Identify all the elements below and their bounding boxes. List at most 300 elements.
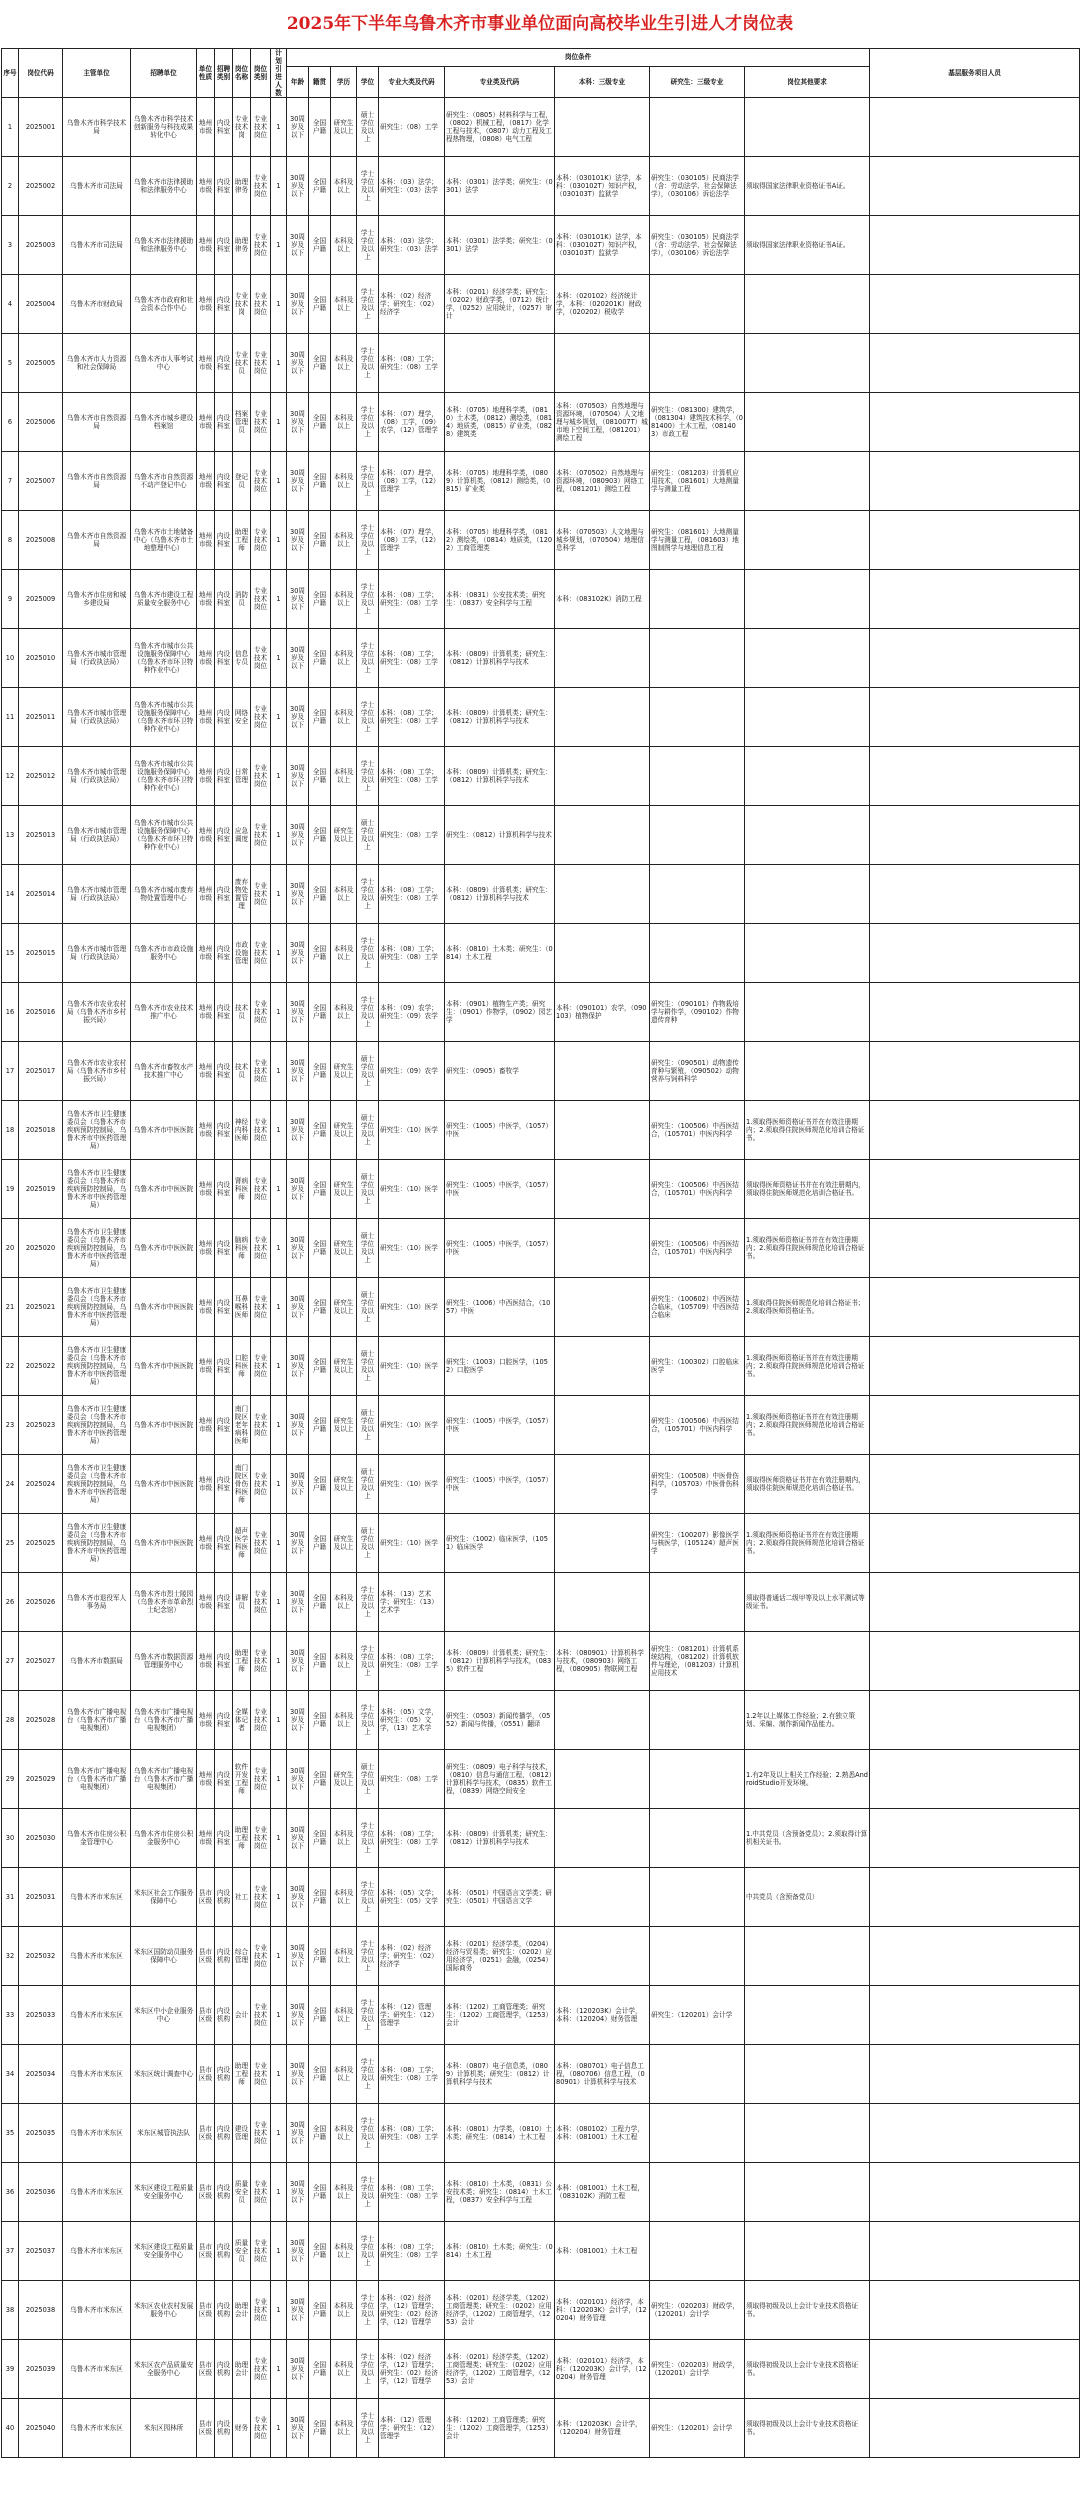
cell-dept: 乌鲁木齐市卫生健康委员会（乌鲁木齐市疾病预防控制局，乌鲁木齐市中医药管理局） [63,1514,131,1573]
cell-other: 1.须取得住院医师规范化培训合格证书；2.须取得医师资格证书。 [745,1278,870,1337]
header-edu: 学历 [331,66,357,98]
cell-code: 2025004 [19,275,63,334]
cell-post-name: 废弃物处置管理 [233,865,251,924]
cell-age: 30周岁及以下 [287,452,309,511]
cell-hukou: 全国户籍 [309,1278,331,1337]
cell-count: 1 [271,1809,287,1868]
cell-major-code: 本科：（08）工学；研究生：（08）工学 [379,2045,445,2104]
cell-major-detail: 本科：（0810）土木类，（0831）公安技术类；研究生：（0814）土木工程，（0837）安全科学与工程 [445,2163,555,2222]
cell-undergrad: 本科：（120203K）会计学，（120204）财务管理 [555,2399,650,2458]
cell-unit-type: 地州市级 [197,216,215,275]
cell-grad [650,2045,745,2104]
cell-count: 1 [271,806,287,865]
cell-code: 2025011 [19,688,63,747]
cell-service [870,1278,1080,1337]
cell-post-name: 综合管理 [233,1927,251,1986]
cell-hukou: 全国户籍 [309,1927,331,1986]
cell-undergrad: 本科：（030101K）法学，本科：（030102T）知识产权，（030103T）监狱学 [555,216,650,275]
cell-edu: 本科及以上 [331,1691,357,1750]
cell-count: 1 [271,1986,287,2045]
cell-undergrad: 本科：（070503）人文地理与城乡规划，（070504）地理信息科学 [555,511,650,570]
cell-post-cat: 专业技术岗位 [251,2222,271,2281]
cell-dept: 乌鲁木齐市广播电视台（乌鲁木齐市广播电视集团） [63,1691,131,1750]
cell-post-type: 内设科室 [215,1160,233,1219]
cell-hukou: 全国户籍 [309,2222,331,2281]
cell-dept: 乌鲁木齐市城市管理局（行政执法局） [63,806,131,865]
cell-post-name: 神经内科医师 [233,1101,251,1160]
cell-service [870,1337,1080,1396]
cell-unit-type: 地州市级 [197,275,215,334]
table-row [2,334,1080,393]
cell-edu: 本科及以上 [331,570,357,629]
cell-post-type: 内设科室 [215,1455,233,1514]
cell-other: 须取得普通话二级甲等及以上水平测试等级证书。 [745,1573,870,1632]
cell-dept: 乌鲁木齐市米东区 [63,2281,131,2340]
cell-dept: 乌鲁木齐市数据局 [63,1632,131,1691]
cell-grad [650,275,745,334]
cell-unit-type: 地州市级 [197,1396,215,1455]
cell-unit-type: 地州市级 [197,865,215,924]
cell-grad: 研究生：（120201）会计学 [650,2399,745,2458]
cell-grad: 研究生：（100506）中西医结合，（105701）中医内科学 [650,1396,745,1455]
cell-undergrad [555,1691,650,1750]
cell-service [870,1691,1080,1750]
cell-degree: 学士学位及以上 [357,452,379,511]
cell-post-type: 内设科室 [215,1396,233,1455]
cell-major-code: 本科：（03）法学；研究生：（03）法学 [379,157,445,216]
cell-post-cat: 专业技术岗位 [251,334,271,393]
cell-age: 30周岁及以下 [287,747,309,806]
cell-post-cat: 专业技术岗位 [251,983,271,1042]
cell-major-detail: 本科：（0201）经济学类；研究生：（0202）财政学类，（0712）统计学，（0252）应用统计，（0257）审计 [445,275,555,334]
cell-seq: 10 [2,629,19,688]
cell-edu: 研究生及以上 [331,1337,357,1396]
header-age: 年龄 [287,66,309,98]
cell-major-detail: 本科：（0201）经济学类，（1202）工商管理类；研究生：（0202）应用经济学，（1202）工商管理学，（1253）会计 [445,2281,555,2340]
cell-post-type: 内设科室 [215,1809,233,1868]
cell-age: 30周岁及以下 [287,157,309,216]
table-row [2,1160,1080,1219]
cell-dept: 乌鲁木齐市自然资源局 [63,511,131,570]
cell-undergrad: 本科：（083102K）消防工程 [555,570,650,629]
cell-undergrad: 本科：（080901）计算机科学与技术，（080903）网络工程，（080905）物联网工程 [555,1632,650,1691]
cell-post-type: 内设科室 [215,1573,233,1632]
cell-grad: 研究生：（081300）建筑学，（081304）建筑技术科学，（081400）土木工程，（081403）市政工程 [650,393,745,452]
cell-degree: 学士学位及以上 [357,393,379,452]
cell-service [870,865,1080,924]
cell-post-type: 内设科室 [215,452,233,511]
cell-post-type: 内设科室 [215,511,233,570]
table-row [2,747,1080,806]
cell-unit-type: 地州市级 [197,393,215,452]
cell-unit: 乌鲁木齐市政府和社会资本合作中心 [131,275,197,334]
cell-other [745,1986,870,2045]
cell-major-code: 本科：（02）经济学；研究生：（02）经济学 [379,275,445,334]
cell-post-cat: 专业技术岗位 [251,924,271,983]
cell-undergrad: 本科：（120203K）会计学，本科：（120204）财务管理 [555,1986,650,2045]
cell-major-code: 研究生：（08）工学 [379,98,445,157]
cell-post-type: 内设科室 [215,570,233,629]
cell-service [870,157,1080,216]
table-row [2,1986,1080,2045]
table-row [2,216,1080,275]
cell-post-cat: 专业技术岗位 [251,452,271,511]
cell-post-cat: 专业技术岗位 [251,1986,271,2045]
cell-post-name: 信息专员 [233,629,251,688]
table-row [2,570,1080,629]
table-row [2,2045,1080,2104]
cell-service [870,1750,1080,1809]
cell-post-cat: 专业技术岗位 [251,1514,271,1573]
cell-grad [650,2163,745,2222]
cell-undergrad [555,1455,650,1514]
cell-unit: 乌鲁木齐市中医医院 [131,1514,197,1573]
cell-unit-type: 地州市级 [197,629,215,688]
cell-service [870,216,1080,275]
cell-count: 1 [271,924,287,983]
cell-count: 1 [271,1750,287,1809]
cell-edu: 本科及以上 [331,275,357,334]
cell-edu: 研究生及以上 [331,806,357,865]
cell-major-code: 本科：（08）工学；研究生：（08）工学 [379,1809,445,1868]
cell-dept: 乌鲁木齐市自然资源局 [63,452,131,511]
table-row [2,1337,1080,1396]
cell-hukou: 全国户籍 [309,393,331,452]
cell-edu: 本科及以上 [331,157,357,216]
cell-count: 1 [271,1042,287,1101]
table-row [2,393,1080,452]
cell-post-type: 内设科室 [215,1219,233,1278]
cell-grad: 研究生：（081201）计算机系统结构，（081202）计算机软件与理论，（081203）计算机应用技术 [650,1632,745,1691]
cell-unit-type: 地州市级 [197,570,215,629]
cell-edu: 研究生及以上 [331,1219,357,1278]
cell-seq: 3 [2,216,19,275]
cell-post-cat: 专业技术岗位 [251,2399,271,2458]
cell-dept: 乌鲁木齐市退役军人事务局 [63,1573,131,1632]
cell-post-name: 软件开发工程师 [233,1750,251,1809]
table-row [2,98,1080,157]
cell-major-detail: 本科：（0901）植物生产类；研究生：（0901）作物学，（0902）园艺学 [445,983,555,1042]
cell-seq: 8 [2,511,19,570]
cell-seq: 15 [2,924,19,983]
cell-code: 2025023 [19,1396,63,1455]
cell-post-cat: 专业技术岗位 [251,1396,271,1455]
cell-major-code: 研究生：（10）医学 [379,1101,445,1160]
cell-grad [650,1927,745,1986]
table-row [2,1573,1080,1632]
cell-undergrad [555,629,650,688]
cell-unit: 乌鲁木齐市数据资源管理服务中心 [131,1632,197,1691]
cell-seq: 20 [2,1219,19,1278]
header-undergrad: 本科：三级专业 [555,66,650,98]
cell-post-type: 内设机构 [215,2399,233,2458]
cell-dept: 乌鲁木齐市米东区 [63,1986,131,2045]
cell-other [745,334,870,393]
cell-code: 2025017 [19,1042,63,1101]
cell-edu: 研究生及以上 [331,1396,357,1455]
cell-count: 1 [271,1632,287,1691]
cell-dept: 乌鲁木齐市米东区 [63,2222,131,2281]
cell-degree: 学士学位及以上 [357,1632,379,1691]
cell-age: 30周岁及以下 [287,2104,309,2163]
cell-undergrad [555,1868,650,1927]
table-row [2,983,1080,1042]
cell-edu: 本科及以上 [331,1632,357,1691]
cell-service [870,1986,1080,2045]
cell-grad: 研究生：（100602）中西医结合临床，（105709）中西医结合临床 [650,1278,745,1337]
cell-post-cat: 专业技术岗位 [251,629,271,688]
cell-post-cat: 专业技术岗位 [251,1927,271,1986]
cell-unit: 乌鲁木齐市城乡建设档案馆 [131,393,197,452]
cell-post-cat: 专业技术岗位 [251,1278,271,1337]
cell-unit: 乌鲁木齐市广播电视台（乌鲁木齐市广播电视集团） [131,1691,197,1750]
cell-other: 1.有2年及以上相关工作经验；2.熟悉AndroidStudio开发环境。 [745,1750,870,1809]
cell-post-type: 内设机构 [215,2281,233,2340]
cell-post-type: 内设科室 [215,1632,233,1691]
cell-post-cat: 专业技术岗位 [251,747,271,806]
cell-seq: 31 [2,1868,19,1927]
cell-degree: 学士学位及以上 [357,924,379,983]
cell-post-type: 内设科室 [215,806,233,865]
cell-other [745,2163,870,2222]
cell-degree: 学士学位及以上 [357,983,379,1042]
cell-post-name: 南门院区老年病科医师 [233,1396,251,1455]
cell-code: 2025029 [19,1750,63,1809]
cell-other: 中共党员（含预备党员） [745,1868,870,1927]
table-row [2,1927,1080,1986]
cell-post-name: 社工 [233,1868,251,1927]
cell-count: 1 [271,747,287,806]
cell-other: 1.须取得医师资格证书并在有效注册期内；2.须取得住院医师规范化培训合格证书。 [745,1101,870,1160]
cell-service [870,806,1080,865]
cell-post-name: 应急调度 [233,806,251,865]
table-row [2,1691,1080,1750]
cell-seq: 2 [2,157,19,216]
cell-age: 30周岁及以下 [287,1691,309,1750]
cell-undergrad [555,1160,650,1219]
cell-major-detail: 研究生：（1002）临床医学，（1051）临床医学 [445,1514,555,1573]
cell-code: 2025005 [19,334,63,393]
cell-seq: 5 [2,334,19,393]
cell-major-code: 本科：（13）艺术学；研究生：（13）艺术学 [379,1573,445,1632]
table-row [2,2222,1080,2281]
header-count: 计划引进人数 [271,49,287,98]
cell-degree: 硕士学位及以上 [357,1042,379,1101]
cell-degree: 学士学位及以上 [357,1809,379,1868]
cell-hukou: 全国户籍 [309,1514,331,1573]
cell-post-cat: 专业技术岗位 [251,1337,271,1396]
cell-degree: 学士学位及以上 [357,157,379,216]
cell-edu: 本科及以上 [331,2045,357,2104]
cell-count: 1 [271,1927,287,1986]
cell-count: 1 [271,2222,287,2281]
cell-unit-type: 县市区级 [197,1927,215,1986]
table-row [2,2104,1080,2163]
table-row [2,1750,1080,1809]
cell-hukou: 全国户籍 [309,1809,331,1868]
cell-dept: 乌鲁木齐市米东区 [63,2104,131,2163]
cell-post-name: 消防员 [233,570,251,629]
cell-count: 1 [271,629,287,688]
cell-post-cat: 专业技术岗位 [251,2104,271,2163]
cell-other [745,865,870,924]
cell-hukou: 全国户籍 [309,511,331,570]
cell-degree: 学士学位及以上 [357,216,379,275]
cell-major-detail: 研究生：（1005）中医学，（1057）中医 [445,1101,555,1160]
cell-major-code: 本科：（07）理学，（08）工学，（09）农学，（12）管理学 [379,393,445,452]
table-row [2,1455,1080,1514]
table-row [2,1042,1080,1101]
cell-post-cat: 专业技术岗位 [251,1455,271,1514]
cell-service [870,452,1080,511]
cell-unit: 乌鲁木齐市住房公积金服务中心 [131,1809,197,1868]
cell-grad [650,1691,745,1750]
cell-major-code: 研究生：（10）医学 [379,1396,445,1455]
table-row [2,1278,1080,1337]
cell-degree: 学士学位及以上 [357,334,379,393]
cell-seq: 14 [2,865,19,924]
cell-degree: 硕士学位及以上 [357,1396,379,1455]
cell-grad [650,924,745,983]
table-row [2,1219,1080,1278]
cell-degree: 硕士学位及以上 [357,1101,379,1160]
cell-post-type: 内设科室 [215,216,233,275]
cell-unit-type: 地州市级 [197,1160,215,1219]
cell-count: 1 [271,2281,287,2340]
cell-post-name: 全媒体记者 [233,1691,251,1750]
cell-degree: 学士学位及以上 [357,275,379,334]
cell-major-code: 本科：（08）工学；研究生：（08）工学 [379,2104,445,2163]
cell-undergrad [555,688,650,747]
cell-post-name: 质量安全员 [233,2163,251,2222]
table-row [2,157,1080,216]
cell-degree: 学士学位及以上 [357,2399,379,2458]
cell-age: 30周岁及以下 [287,393,309,452]
cell-post-cat: 专业技术岗位 [251,1573,271,1632]
cell-edu: 本科及以上 [331,393,357,452]
cell-dept: 乌鲁木齐市城市管理局（行政执法局） [63,924,131,983]
table-row [2,806,1080,865]
cell-other [745,747,870,806]
cell-post-name: 建设管理 [233,2104,251,2163]
header-post-cat: 岗位类别 [251,49,271,98]
header-unit-type: 单位性质 [197,49,215,98]
cell-post-name: 肾病科医师 [233,1160,251,1219]
cell-dept: 乌鲁木齐市住房公积金管理中心 [63,1809,131,1868]
cell-dept: 乌鲁木齐市农业农村局（乌鲁木齐市乡村振兴局） [63,1042,131,1101]
cell-degree: 学士学位及以上 [357,570,379,629]
cell-major-code: 研究生：（10）医学 [379,1219,445,1278]
cell-undergrad [555,747,650,806]
cell-unit-type: 地州市级 [197,688,215,747]
cell-service [870,629,1080,688]
cell-hukou: 全国户籍 [309,1868,331,1927]
cell-major-code: 本科：（08）工学；研究生：（08）工学 [379,865,445,924]
cell-major-code: 研究生：（08）工学 [379,806,445,865]
cell-dept: 乌鲁木齐市司法局 [63,216,131,275]
cell-post-name: 质量安全员 [233,2222,251,2281]
cell-count: 1 [271,157,287,216]
cell-code: 2025007 [19,452,63,511]
header-major-code: 专业大类及代码 [379,66,445,98]
cell-major-detail: 研究生：（0503）新闻传播学，（0552）新闻与传播，（0551）翻译 [445,1691,555,1750]
cell-count: 1 [271,983,287,1042]
cell-undergrad: 本科：（080102）工程力学，本科：（081001）土木工程 [555,2104,650,2163]
cell-major-code: 本科：（12）管理学；研究生：（12）管理学 [379,1986,445,2045]
cell-code: 2025025 [19,1514,63,1573]
cell-count: 1 [271,1573,287,1632]
cell-major-code: 本科：（02）经济学，（12）管理学；研究生：（02）经济学，（12）管理学 [379,2340,445,2399]
cell-unit: 乌鲁木齐市自然资源不动产登记中心 [131,452,197,511]
cell-major-code: 本科：（07）理学，（08）工学，（12）管理学 [379,511,445,570]
cell-age: 30周岁及以下 [287,1219,309,1278]
cell-unit: 米东区城管执法队 [131,2104,197,2163]
cell-grad [650,747,745,806]
cell-grad [650,334,745,393]
cell-unit-type: 地州市级 [197,1337,215,1396]
cell-edu: 本科及以上 [331,2340,357,2399]
cell-edu: 研究生及以上 [331,1455,357,1514]
cell-dept: 乌鲁木齐市米东区 [63,2163,131,2222]
cell-hukou: 全国户籍 [309,334,331,393]
cell-post-cat: 专业技术岗位 [251,1809,271,1868]
cell-major-detail: 本科：（0809）计算机类；研究生：（0812）计算机科学与技术，（0835）软件工程 [445,1632,555,1691]
cell-other [745,275,870,334]
cell-hukou: 全国户籍 [309,2045,331,2104]
cell-major-code: 本科：（08）工学；研究生：（08）工学 [379,924,445,983]
cell-service [870,2340,1080,2399]
cell-count: 1 [271,2104,287,2163]
cell-grad: 研究生：（100506）中西医结合，（105701）中医内科学 [650,1219,745,1278]
cell-seq: 12 [2,747,19,806]
cell-hukou: 全国户籍 [309,806,331,865]
cell-undergrad: 本科：（020102）经济统计学，本科：（020201K）财政学，（020202）税收学 [555,275,650,334]
cell-degree: 学士学位及以上 [357,2045,379,2104]
cell-dept: 乌鲁木齐市科学技术局 [63,98,131,157]
cell-age: 30周岁及以下 [287,1809,309,1868]
cell-age: 30周岁及以下 [287,1750,309,1809]
cell-edu: 本科及以上 [331,688,357,747]
cell-seq: 26 [2,1573,19,1632]
cell-degree: 学士学位及以上 [357,865,379,924]
cell-other: 须取得初级及以上会计专业技术资格证书。 [745,2281,870,2340]
cell-grad [650,1809,745,1868]
cell-count: 1 [271,1160,287,1219]
cell-hukou: 全国户籍 [309,688,331,747]
cell-service [870,1396,1080,1455]
cell-age: 30周岁及以下 [287,1632,309,1691]
cell-undergrad: 本科：（081001）土木工程 [555,2222,650,2281]
cell-grad [650,1868,745,1927]
cell-undergrad: 本科：（070503）自然地理与资源环境，（070504）人文地理与城乡规划，（081007T）城市地下空间工程，（081201）测绘工程 [555,393,650,452]
cell-count: 1 [271,216,287,275]
cell-count: 1 [271,334,287,393]
cell-hukou: 全国户籍 [309,1455,331,1514]
cell-major-detail: 研究生：（1003）口腔医学，（1052）口腔医学 [445,1337,555,1396]
cell-major-detail [445,1573,555,1632]
cell-service [870,1101,1080,1160]
cell-major-detail: 本科：（0501）中国语言文学类；研究生：（0501）中国语言文学 [445,1868,555,1927]
cell-post-cat: 专业技术岗位 [251,570,271,629]
cell-count: 1 [271,2399,287,2458]
cell-post-type: 内设科室 [215,98,233,157]
cell-unit-type: 地州市级 [197,98,215,157]
cell-seq: 23 [2,1396,19,1455]
cell-unit: 乌鲁木齐市市政设施服务中心 [131,924,197,983]
cell-count: 1 [271,1278,287,1337]
cell-other [745,393,870,452]
cell-edu: 本科及以上 [331,983,357,1042]
